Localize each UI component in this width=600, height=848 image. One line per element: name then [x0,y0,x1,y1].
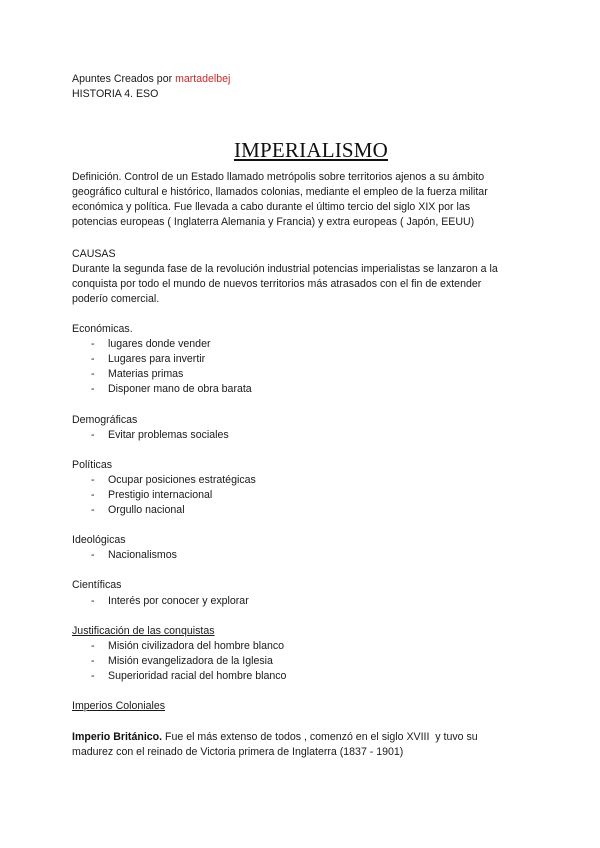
imperio-britanico-line-2: madurez con el reinado de Victoria primera de Inglaterra (1837 - 1901) [72,746,404,758]
header-prefix: Apuntes Creados por [72,73,176,85]
list-item-text: Orgullo nacional [108,504,185,516]
bullet-dash: - [91,338,95,350]
author-name: martadelbej [175,73,231,85]
definition-line: potencias europeas ( Inglaterra Alemania y Francia) y extra europeas ( Japón, EEUU) [72,216,475,229]
bullet-dash: - [91,353,95,365]
justificacion-heading: Justificación de las conquistas [72,625,215,637]
list-item-text: Materias primas [108,368,184,380]
list-item-text: Disponer mano de obra barata [108,383,252,395]
bullet-dash: - [91,640,95,652]
list-item-text: Nacionalismos [108,549,177,561]
header-credit [72,72,230,87]
definition-line: geográfico cultural e histórico, llamados colonias, mediante el empleo de la fuerza militar [72,186,488,199]
imperio-britanico-line [72,730,478,745]
list-item [91,639,284,654]
definition-line: económica y política. Fue llevada a cabo durante el último tercio del siglo XIX por las [72,201,471,214]
imperio-britanico-label: Imperio Británico. [72,731,163,743]
causas-paragraph [72,262,542,307]
cientificas-heading: Científicas [72,579,122,591]
bullet-dash: - [91,474,95,486]
list-item [91,337,210,352]
list-item-text: Lugares para invertir [108,353,206,365]
bullet-dash: - [91,504,95,516]
bullet-dash: - [91,368,95,380]
bullet-dash: - [91,383,95,395]
list-item [91,488,212,503]
imperios-heading: Imperios Coloniales [72,700,166,712]
bullet-dash: - [91,489,95,501]
definition-paragraph [72,170,542,230]
causas-heading: CAUSAS [72,248,116,260]
list-item [91,367,183,382]
list-item [91,352,205,367]
bullet-dash: - [91,429,95,441]
list-item [91,548,177,563]
list-item-text: Prestigio internacional [108,489,213,501]
list-item-text: Superioridad racial del hombre blanco [108,670,287,682]
list-item-text: Misión evangelizadora de la Iglesia [108,655,273,667]
list-item-text: Evitar problemas sociales [108,429,229,441]
bullet-dash: - [91,549,95,561]
list-item [91,669,286,684]
causas-line: poderío comercial. [72,293,160,306]
list-item-text: Interés por conocer y explorar [108,595,249,607]
economicas-heading: Económicas. [72,323,133,335]
bullet-dash: - [91,670,95,682]
bullet-dash: - [91,595,95,607]
causas-line: conquista por todo el mundo de nuevos territorios más atrasados con el fin de extender [72,278,482,291]
list-item [91,503,185,518]
page-title: IMPERIALISMO [233,138,389,162]
ideologicas-heading: Ideológicas [72,534,126,546]
list-item [91,654,273,669]
list-item [91,473,256,488]
demograficas-heading: Demográficas [72,414,138,426]
list-item-text: lugares donde vender [108,338,211,350]
list-item [91,594,249,609]
list-item-text: Ocupar posiciones estratégicas [108,474,256,486]
course-label: HISTORIA 4. ESO [72,88,159,100]
imperio-britanico-text: Fue el más extenso de todos , comenzó en el siglo XVIII y tuvo su [162,731,478,743]
causas-line: Durante la segunda fase de la revolución industrial potencias imperialistas se lanzaron a la [72,263,498,275]
list-item [91,382,252,397]
politicas-heading: Políticas [72,459,113,471]
list-item-text: Misión civilizadora del hombre blanco [108,640,285,652]
list-item [91,428,229,443]
definition-line: Definición. Control de un Estado llamado metrópolis sobre territorios ajenos a su ámbito [72,171,485,183]
bullet-dash: - [91,655,95,667]
